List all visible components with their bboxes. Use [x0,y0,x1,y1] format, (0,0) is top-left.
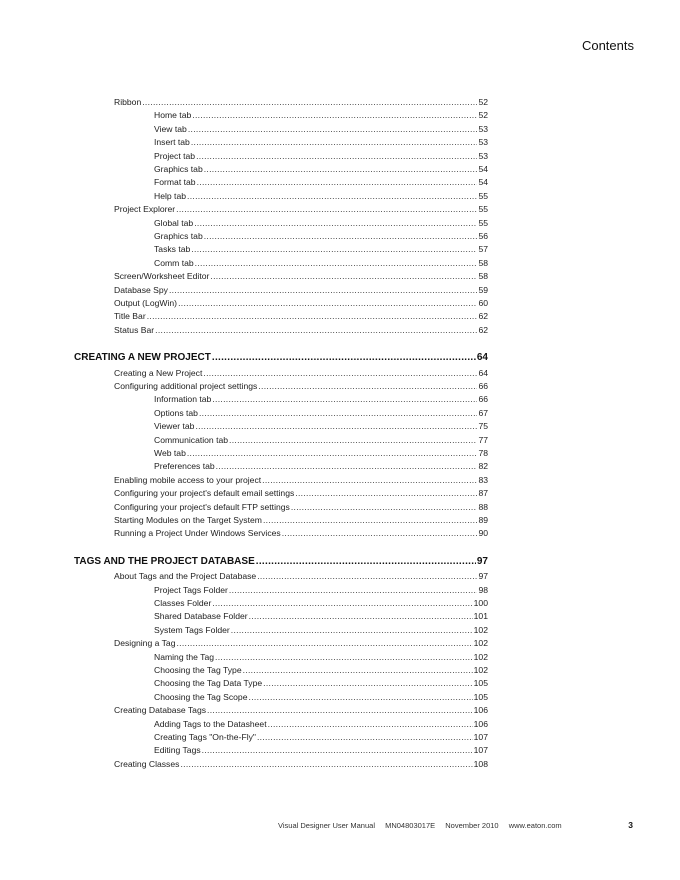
footer-manual-title: Visual Designer User Manual [278,821,375,830]
toc-entry-title: Screen/Worksheet Editor [114,271,210,282]
toc-leader-dots [263,514,478,527]
toc-entry-page: 52 [478,97,488,107]
toc-entry-title: View tab [154,123,187,134]
toc-entry-title: About Tags and the Project Database [114,571,257,582]
toc-entry-title: Choosing the Tag Type [154,665,242,675]
footer-date: November 2010 [445,821,499,830]
toc-entry-title: Database Spy [114,284,168,295]
toc-entry-page: 58 [478,257,488,268]
toc-entry[interactable] [154,176,488,189]
toc-entry-title: Configuring additional project settings [114,381,258,391]
toc-entry-page: 100 [473,598,488,608]
toc-entry-page: 64 [478,367,488,378]
toc-entry-page: 59 [478,284,488,295]
toc-leader-dots [192,109,477,122]
toc-entry-title: Creating Database Tags [114,705,207,716]
toc-entry-title: Format tab [154,177,196,188]
toc-entry-title: Project Explorer [114,204,176,215]
toc-leader-dots [249,610,473,623]
toc-entry[interactable] [114,527,488,540]
page-footer [278,821,570,830]
toc-entry[interactable] [154,744,488,757]
toc-leader-dots [215,651,473,664]
toc-entry[interactable] [114,324,488,337]
toc-entry-page: 53 [478,123,488,134]
toc-entry-page: 54 [478,177,488,188]
toc-entry-title: Designing a Tag [114,638,176,649]
toc-entry-page: 102 [473,665,488,675]
toc-entry-title: Ribbon [114,97,142,107]
toc-entry-page: 82 [478,461,488,472]
toc-entry-title: Creating a New Project [114,367,203,378]
toc-entry[interactable] [114,474,488,487]
toc-leader-dots [257,570,477,583]
toc-entry-title: Shared Database Folder [154,611,248,622]
toc-entry[interactable] [154,434,488,447]
toc-entry-page: 53 [478,137,488,148]
toc-leader-dots [188,123,478,136]
toc-entry-title: Naming the Tag [154,651,215,662]
toc-entry-page: 62 [478,324,488,335]
toc-entry[interactable] [154,407,488,420]
toc-leader-dots [195,420,477,433]
toc-entry-page: 88 [478,501,488,512]
toc-leader-dots [178,297,477,310]
toc-leader-dots [282,527,478,540]
toc-leader-dots [203,367,477,380]
toc-entry-title: Information tab [154,394,212,405]
toc-leader-dots [243,664,473,677]
page-header-title: Contents [581,38,634,53]
toc-entry-title: Tasks tab [154,244,191,255]
toc-entry-page: 57 [478,244,488,255]
toc-entry[interactable] [114,487,488,500]
toc-entry[interactable] [154,447,488,460]
toc-entry[interactable] [114,514,488,527]
toc-entry-page: 67 [478,407,488,418]
toc-leader-dots [180,758,472,771]
toc-entry[interactable] [154,109,488,122]
page-number: 3 [628,820,633,830]
toc-entry[interactable] [114,203,488,216]
toc-entry[interactable] [114,758,488,771]
toc-leader-dots [231,624,473,637]
toc-leader-dots [176,637,472,650]
toc-entry-page: 56 [478,231,488,241]
toc-entry-title: Preferences tab [154,461,215,472]
toc-leader-dots [212,597,472,610]
toc-entry-page: 55 [478,204,488,215]
toc-leader-dots [169,284,477,297]
toc-entry[interactable] [154,624,488,637]
toc-entry-title: Editing Tags [154,745,201,756]
toc-entry-page: 87 [478,488,488,499]
toc-entry-title: Web tab [154,448,186,458]
toc-leader-dots [187,190,477,203]
toc-entry-title: Status Bar [114,324,155,335]
toc-entry-title: Global tab [154,217,194,228]
toc-entry-title: CREATING A NEW PROJECT [74,352,211,364]
toc-entry[interactable] [114,96,488,109]
toc-entry-page: 106 [473,718,488,729]
toc-entry[interactable] [154,718,488,731]
toc-entry[interactable] [154,123,488,136]
toc-leader-dots [229,434,477,447]
toc-entry-page: 66 [478,381,488,391]
toc-entry-page: 102 [473,638,488,649]
toc-leader-dots [197,176,478,189]
toc-entry[interactable] [154,610,488,623]
toc-entry-page: 97 [478,571,488,582]
toc-leader-dots [204,230,478,243]
toc-entry-page: 58 [478,271,488,282]
toc-entry-title: Options tab [154,407,198,418]
toc-entry-title: Configuring your project's default FTP settings [114,501,290,512]
toc-entry-title: Choosing the Tag Data Type [154,678,263,689]
toc-entry-page: 105 [473,678,488,689]
toc-entry[interactable] [114,704,488,717]
toc-leader-dots [187,447,478,460]
toc-entry-page: 97 [476,555,488,567]
toc-leader-dots [195,257,478,270]
toc-entry[interactable] [154,257,488,270]
toc-entry-page: 98 [478,584,488,595]
toc-entry-page: 55 [478,190,488,201]
toc-entry[interactable] [114,380,488,393]
toc-entry-page: 106 [473,705,488,716]
toc-entry[interactable] [154,393,488,406]
toc-leader-dots [229,584,478,597]
toc-entry[interactable] [114,637,488,650]
toc-leader-dots [295,487,477,500]
toc-entry-title: System Tags Folder [154,624,230,635]
toc-leader-dots [191,243,477,256]
toc-entry-title: Comm tab [154,257,194,268]
toc-entry-title: Classes Folder [154,598,212,608]
toc-entry-page: 83 [478,474,488,485]
toc-entry-title: Insert tab [154,137,190,148]
toc-entry-title: Graphics tab [154,231,203,241]
toc-entry-page: 105 [473,691,488,702]
toc-entry-title: Communication tab [154,434,229,445]
toc-entry[interactable] [154,190,488,203]
toc-entry-title: Home tab [154,110,192,121]
toc-entry-title: Project tab [154,150,196,161]
toc-section-entry[interactable] [74,555,488,568]
toc-leader-dots [258,380,477,393]
toc-entry[interactable] [154,731,488,744]
toc-entry[interactable] [154,136,488,149]
toc-entry-title: Choosing the Tag Scope [154,691,248,702]
toc-entry[interactable] [114,297,488,310]
toc-entry[interactable] [154,651,488,664]
toc-leader-dots [204,163,478,176]
toc-entry-title: Viewer tab [154,421,195,432]
toc-entry-title: Project Tags Folder [154,584,228,595]
toc-leader-dots [199,407,477,420]
toc-entry[interactable] [154,677,488,690]
toc-entry-page: 102 [473,651,488,662]
toc-leader-dots [268,718,473,731]
toc-entry-page: 54 [478,164,488,174]
toc-entry-title: TAGS AND THE PROJECT DATABASE [74,555,255,567]
toc-entry-page: 107 [473,745,488,756]
toc-leader-dots [291,501,478,514]
toc-entry[interactable] [114,501,488,514]
toc-entry-page: 102 [473,624,488,635]
toc-entry-page: 90 [478,528,488,539]
footer-website: www.eaton.com [508,821,562,830]
toc-entry-page: 78 [478,448,488,458]
toc-leader-dots [212,393,477,406]
toc-entry-page: 101 [473,611,488,622]
toc-leader-dots [257,731,473,744]
toc-entry-page: 55 [478,217,488,228]
toc-entry-page: 64 [476,352,488,364]
toc-entry[interactable] [114,367,488,380]
toc-entry[interactable] [154,150,488,163]
toc-leader-dots [196,150,477,163]
toc-entry[interactable] [154,691,488,704]
toc-entry[interactable] [154,420,488,433]
toc-entry-page: 89 [478,515,488,525]
toc-leader-dots [147,310,478,323]
toc-entry-title: Enabling mobile access to your project [114,474,262,485]
toc-entry-page: 107 [473,732,488,742]
toc-leader-dots [202,744,473,757]
toc-entry-page: 66 [478,394,488,405]
toc-entry-title: Adding Tags to the Datasheet [154,718,267,729]
toc-entry-page: 53 [478,150,488,161]
toc-entry-title: Running a Project Under Windows Services [114,528,281,539]
toc-leader-dots [263,677,473,690]
toc-section-entry[interactable] [74,351,488,364]
toc-entry[interactable] [154,460,488,473]
toc-entry[interactable] [114,570,488,583]
toc-entry[interactable] [154,597,488,610]
toc-leader-dots [155,324,477,337]
toc-entry-page: 75 [478,421,488,432]
toc-entry-title: Graphics tab [154,164,203,174]
toc-leader-dots [210,270,477,283]
toc-entry[interactable] [154,230,488,243]
toc-entry-title: Output (LogWin) [114,298,178,308]
toc-entry[interactable] [154,217,488,230]
toc-leader-dots [249,691,473,704]
toc-leader-dots [207,704,473,717]
toc-leader-dots [142,96,477,109]
toc-entry-title: Configuring your project's default email settings [114,488,295,499]
toc-entry-page: 62 [478,311,488,322]
toc-entry-page: 52 [478,110,488,121]
toc-entry-title: Creating Tags "On-the-Fly" [154,732,256,742]
toc-entry[interactable] [114,310,488,323]
toc-leader-dots [191,136,478,149]
toc-entry-title: Help tab [154,190,187,201]
toc-entry[interactable] [114,284,488,297]
toc-leader-dots [216,460,478,473]
toc-entry[interactable] [154,163,488,176]
toc-entry-title: Creating Classes [114,758,180,769]
toc-leader-dots [194,217,477,230]
toc-leader-dots [212,351,476,364]
toc-entry-page: 77 [478,434,488,445]
toc-leader-dots [256,555,476,568]
toc-entry-title: Title Bar [114,311,146,322]
toc-entry[interactable] [154,584,488,597]
toc-entry-page: 60 [478,298,488,308]
toc-leader-dots [262,474,477,487]
toc-entry[interactable] [154,243,488,256]
toc-entry[interactable] [154,664,488,677]
footer-doc-number: MN04803017E [385,821,436,830]
toc-leader-dots [176,203,477,216]
toc-entry-title: Starting Modules on the Target System [114,515,262,525]
toc-entry[interactable] [114,270,488,283]
toc-entry-page: 108 [473,758,488,769]
